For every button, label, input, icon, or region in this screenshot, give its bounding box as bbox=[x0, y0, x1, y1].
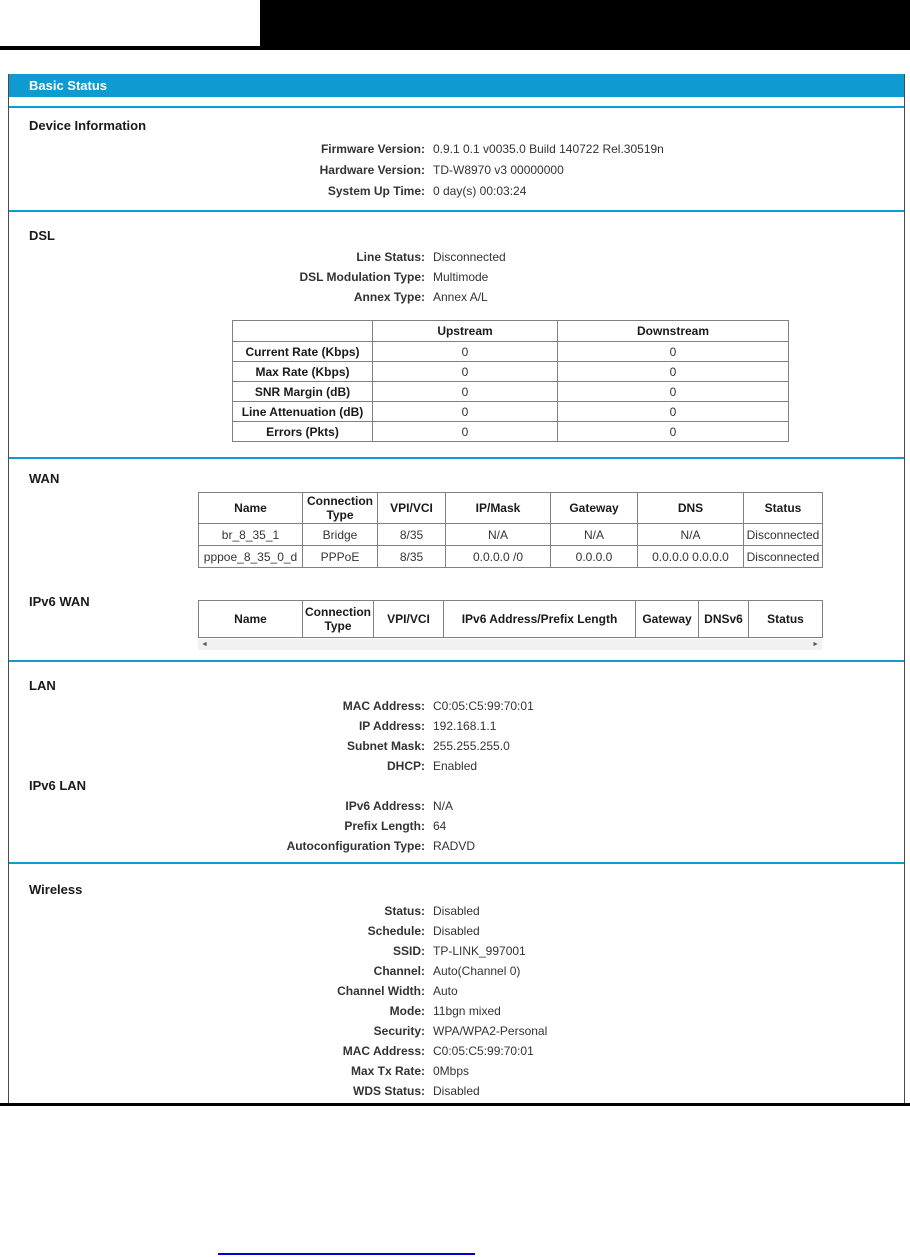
wireless-channel-label: Channel: bbox=[373, 964, 425, 978]
basic-status-panel bbox=[8, 74, 905, 1104]
wireless-schedule-label: Schedule: bbox=[367, 924, 425, 938]
table-cell: N/A bbox=[638, 524, 744, 546]
annex-type-value: Annex A/L bbox=[433, 290, 488, 304]
wireless-ssid-label: SSID: bbox=[392, 944, 425, 958]
ipv6-lan-address-label: IPv6 Address: bbox=[345, 799, 425, 813]
table-cell: 0.0.0.0 /0 bbox=[446, 546, 551, 568]
wireless-max-tx-rate-row bbox=[9, 1061, 904, 1081]
table-row bbox=[233, 362, 789, 382]
ipv6-lan-prefix-length-row bbox=[9, 816, 904, 836]
wireless-wds-status-label: WDS Status: bbox=[353, 1084, 425, 1098]
lan-mac-address-value: C0:05:C5:99:70:01 bbox=[433, 699, 534, 713]
wireless-channel-width-value: Auto bbox=[433, 984, 458, 998]
section-title: DSL bbox=[29, 228, 55, 243]
lan-subnet-mask-value: 255.255.255.0 bbox=[433, 739, 510, 753]
table-cell: N/A bbox=[446, 524, 551, 546]
wireless-channel-width-label: Channel Width: bbox=[337, 984, 425, 998]
section-title-ipv6-lan: IPv6 LAN bbox=[29, 778, 87, 793]
ipv6-wan-horizontal-scrollbar[interactable] bbox=[198, 639, 822, 650]
wireless-mac-address-value: C0:05:C5:99:70:01 bbox=[433, 1044, 534, 1058]
wan-header-gateway: Gateway bbox=[551, 493, 638, 524]
wireless-wds-status-row bbox=[9, 1081, 904, 1101]
lan-ip-address-row bbox=[9, 716, 904, 736]
wireless-ssid-row bbox=[9, 941, 904, 961]
lan-mac-address-label: MAC Address: bbox=[342, 699, 425, 713]
scroll-left-icon[interactable]: ◄ bbox=[201, 641, 208, 648]
wan-header-name: Name bbox=[199, 493, 303, 524]
dsl-header-downstream: Downstream bbox=[558, 321, 789, 342]
table-cell: pppoe_8_35_0_d bbox=[199, 546, 303, 568]
footer-link-underline[interactable] bbox=[218, 1253, 475, 1255]
section-title: Wireless bbox=[29, 882, 83, 897]
table-cell: 0.0.0.0 bbox=[551, 546, 638, 568]
table-row bbox=[233, 382, 789, 402]
lan-dhcp-value: Enabled bbox=[433, 759, 478, 773]
table-row bbox=[233, 402, 789, 422]
dsl-header-upstream: Upstream bbox=[373, 321, 558, 342]
wireless-mode-value: 11bgn mixed bbox=[433, 1004, 501, 1018]
page-header-black-banner bbox=[260, 0, 910, 46]
lan-ip-address-value: 192.168.1.1 bbox=[433, 719, 497, 733]
table-cell: Errors (Pkts) bbox=[233, 422, 373, 442]
system-up-time-row bbox=[9, 181, 904, 202]
wan-header-vpi-vci: VPI/VCI bbox=[378, 493, 446, 524]
ipv6-lan-autoconfiguration-value: RADVD bbox=[433, 839, 476, 853]
wan-header-connection-type: Connection Type bbox=[303, 493, 378, 524]
hardware-version-row bbox=[9, 160, 904, 181]
lan-subnet-mask-label: Subnet Mask: bbox=[346, 739, 425, 753]
hardware-version-label: Hardware Version: bbox=[319, 163, 425, 177]
ipv6wan-header-name: Name bbox=[199, 601, 303, 638]
firmware-version-label: Firmware Version: bbox=[320, 142, 425, 156]
line-status-label: Line Status: bbox=[356, 250, 425, 264]
dsl-modulation-type-label: DSL Modulation Type: bbox=[299, 270, 425, 284]
table-header-row bbox=[233, 321, 789, 342]
section-lan bbox=[9, 660, 904, 862]
wireless-mode-label: Mode: bbox=[389, 1004, 425, 1018]
firmware-version-row bbox=[9, 139, 904, 160]
table-cell: br_8_35_1 bbox=[199, 524, 303, 546]
ipv6wan-header-dnsv6: DNSv6 bbox=[699, 601, 749, 638]
ipv6-lan-address-row bbox=[9, 796, 904, 816]
table-cell: Max Rate (Kbps) bbox=[233, 362, 373, 382]
wireless-mac-address-row bbox=[9, 1041, 904, 1061]
ipv6-lan-address-value: N/A bbox=[433, 799, 454, 813]
table-row bbox=[199, 546, 823, 568]
wan-header-dns: DNS bbox=[638, 493, 744, 524]
table-cell: 0 bbox=[373, 422, 558, 442]
table-row bbox=[199, 524, 823, 546]
annex-type-label: Annex Type: bbox=[353, 290, 425, 304]
lan-subnet-mask-row bbox=[9, 736, 904, 756]
table-cell: Disconnected bbox=[744, 546, 823, 568]
ipv6wan-header-address-prefix: IPv6 Address/Prefix Length bbox=[444, 601, 636, 638]
table-header-row bbox=[199, 493, 823, 524]
table-cell: Bridge bbox=[303, 524, 378, 546]
table-row bbox=[233, 342, 789, 362]
ipv6-lan-prefix-length-value: 64 bbox=[433, 819, 447, 833]
wireless-schedule-row bbox=[9, 921, 904, 941]
table-header-row bbox=[199, 601, 823, 638]
wireless-max-tx-rate-value: 0Mbps bbox=[433, 1064, 470, 1078]
table-cell: 0 bbox=[558, 362, 789, 382]
ipv6-lan-autoconfiguration-label: Autoconfiguration Type: bbox=[286, 839, 425, 853]
line-status-value: Disconnected bbox=[433, 250, 506, 264]
table-cell: Disconnected bbox=[744, 524, 823, 546]
section-title: Device Information bbox=[29, 118, 147, 133]
hardware-version-value: TD-W8970 v3 00000000 bbox=[433, 163, 564, 177]
wireless-mac-address-label: MAC Address: bbox=[342, 1044, 425, 1058]
page-header-rule bbox=[0, 46, 910, 50]
ipv6wan-header-connection-type: Connection Type bbox=[303, 601, 374, 638]
table-cell: PPPoE bbox=[303, 546, 378, 568]
table-cell: 0 bbox=[558, 382, 789, 402]
section-title-ipv6-wan: IPv6 WAN bbox=[29, 594, 90, 609]
firmware-version-value: 0.9.1 0.1 v0035.0 Build 140722 Rel.30519n bbox=[433, 142, 664, 156]
annex-type-row bbox=[9, 287, 904, 307]
section-device-information bbox=[9, 106, 904, 210]
wan-table bbox=[198, 492, 823, 568]
scroll-right-icon[interactable]: ► bbox=[812, 641, 819, 648]
ipv6wan-header-status: Status bbox=[749, 601, 823, 638]
table-cell: 8/35 bbox=[378, 524, 446, 546]
wireless-status-row bbox=[9, 901, 904, 921]
wireless-max-tx-rate-label: Max Tx Rate: bbox=[350, 1064, 425, 1078]
system-up-time-label: System Up Time: bbox=[327, 184, 425, 198]
ipv6-lan-autoconfiguration-row bbox=[9, 836, 904, 856]
table-cell: 8/35 bbox=[378, 546, 446, 568]
wan-header-ip-mask: IP/Mask bbox=[446, 493, 551, 524]
section-wan bbox=[9, 457, 904, 660]
wireless-channel-value: Auto(Channel 0) bbox=[433, 964, 521, 978]
table-row bbox=[233, 422, 789, 442]
table-cell: 0 bbox=[558, 342, 789, 362]
wireless-channel-width-row bbox=[9, 981, 904, 1001]
wireless-status-label: Status: bbox=[384, 904, 425, 918]
dsl-modulation-type-row bbox=[9, 267, 904, 287]
section-title: WAN bbox=[29, 471, 60, 486]
ipv6-wan-table bbox=[198, 600, 823, 638]
system-up-time-value: 0 day(s) 00:03:24 bbox=[433, 184, 527, 198]
wireless-mode-row bbox=[9, 1001, 904, 1021]
dsl-stats-table bbox=[232, 320, 789, 442]
wireless-security-row bbox=[9, 1021, 904, 1041]
panel-title: Basic Status bbox=[9, 74, 904, 97]
table-cell: 0 bbox=[558, 402, 789, 422]
wireless-schedule-value: Disabled bbox=[433, 924, 480, 938]
table-cell: Current Rate (Kbps) bbox=[233, 342, 373, 362]
lan-ip-address-label: IP Address: bbox=[358, 719, 425, 733]
wireless-channel-row bbox=[9, 961, 904, 981]
lan-dhcp-label: DHCP: bbox=[387, 759, 425, 773]
wireless-security-label: Security: bbox=[373, 1024, 425, 1038]
ipv6-lan-prefix-length-label: Prefix Length: bbox=[344, 819, 425, 833]
line-status-row bbox=[9, 247, 904, 267]
ipv6wan-header-gateway: Gateway bbox=[636, 601, 699, 638]
section-dsl bbox=[9, 210, 904, 457]
table-cell: 0.0.0.0 0.0.0.0 bbox=[638, 546, 744, 568]
dsl-modulation-type-value: Multimode bbox=[433, 270, 489, 284]
table-cell: 0 bbox=[558, 422, 789, 442]
table-cell: Line Attenuation (dB) bbox=[233, 402, 373, 422]
wireless-wds-status-value: Disabled bbox=[433, 1084, 480, 1098]
wireless-security-value: WPA/WPA2-Personal bbox=[433, 1024, 548, 1038]
wireless-status-value: Disabled bbox=[433, 904, 480, 918]
dsl-header-empty bbox=[233, 321, 373, 342]
table-cell: 0 bbox=[373, 382, 558, 402]
table-cell: 0 bbox=[373, 342, 558, 362]
page-footer-rule bbox=[0, 1103, 910, 1106]
lan-mac-address-row bbox=[9, 696, 904, 716]
wireless-ssid-value: TP-LINK_997001 bbox=[433, 944, 526, 958]
table-cell: 0 bbox=[373, 362, 558, 382]
ipv6wan-header-vpi-vci: VPI/VCI bbox=[374, 601, 444, 638]
table-cell: 0 bbox=[373, 402, 558, 422]
section-wireless bbox=[9, 862, 904, 1104]
table-cell: SNR Margin (dB) bbox=[233, 382, 373, 402]
table-cell: N/A bbox=[551, 524, 638, 546]
lan-dhcp-row bbox=[9, 756, 904, 776]
wan-header-status: Status bbox=[744, 493, 823, 524]
section-title: LAN bbox=[29, 678, 56, 693]
